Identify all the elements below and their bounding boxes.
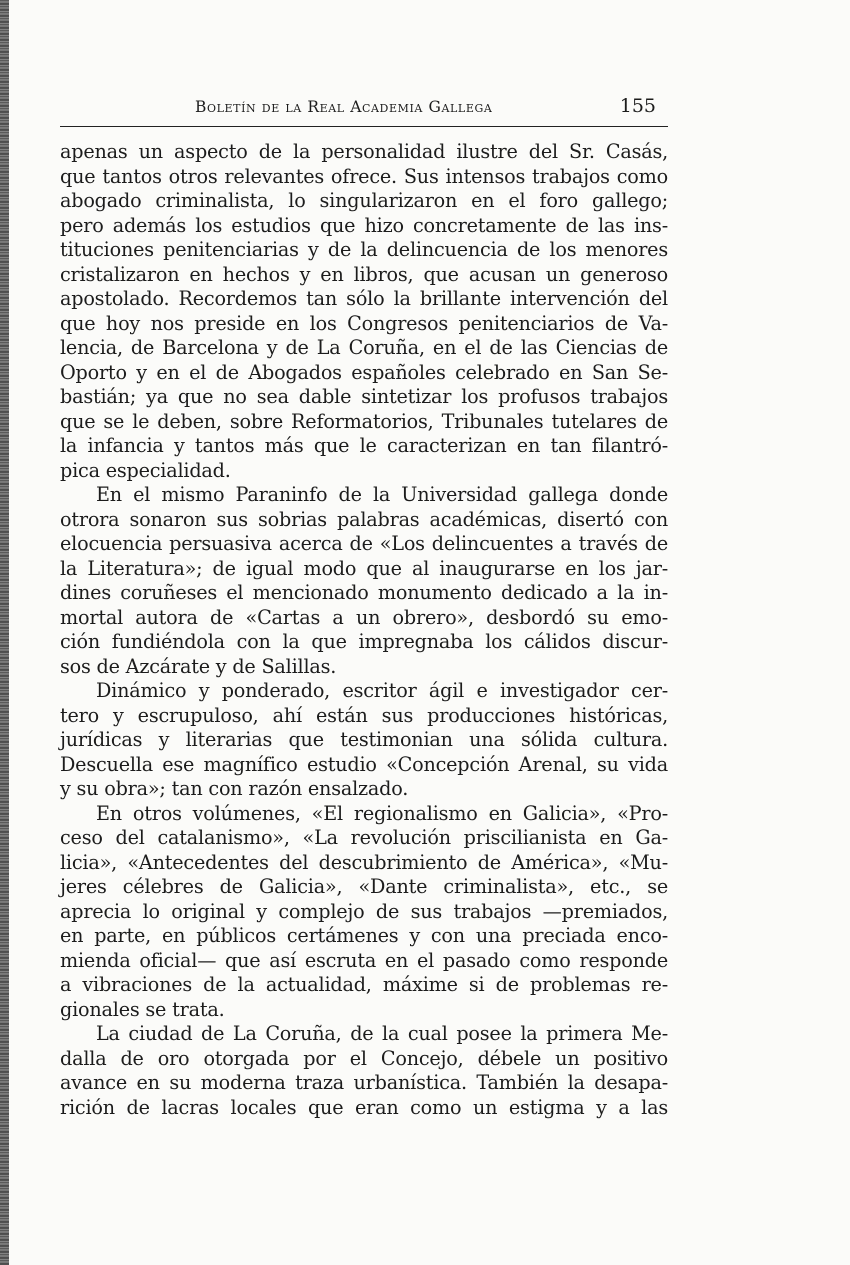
text-line: Dinámico y ponderado, escritor ágil e investigador cer-	[96, 679, 668, 702]
text-line: sos de Azcárate y de Salillas.	[60, 654, 337, 678]
text-line: que tantos otros relevantes ofrece. Sus intensos trabajos como	[60, 164, 668, 188]
text-line: tero y escrupuloso, ahí están sus producciones históricas,	[60, 703, 668, 727]
text-line: mortal autora de «Cartas a un obrero», desbordó su emo-	[60, 605, 668, 629]
text-line: jurídicas y literarias que testimonian una sólida cultura.	[60, 728, 668, 751]
text-line: rición de lacras locales que eran como un estigma y a las	[60, 1095, 668, 1119]
page-number: 155	[619, 95, 656, 117]
text-line: ceso del catalanismo», «La revolución priscilianista en Ga-	[60, 826, 668, 849]
text-line: la Literatura»; de igual modo que al inaugurarse en los jar-	[60, 556, 668, 580]
text-line: avance en su moderna traza urbanística. También la desapa-	[60, 1071, 668, 1094]
running-head	[60, 92, 668, 127]
text-line: elocuencia persuasiva acerca de «Los delincuentes a través de	[60, 532, 668, 555]
text-line: bastián; ya que no sea dable sintetizar los profusos trabajos	[60, 385, 668, 408]
text-line: Oporto y en el de Abogados españoles celebrado en San Se-	[60, 360, 668, 384]
text-line: a vibraciones de la actualidad, máxime si de problemas re-	[60, 973, 668, 996]
body-text	[60, 140, 668, 1120]
text-line: la infancia y tantos más que le caracterizan en tan filantró-	[60, 434, 668, 457]
text-line: que se le deben, sobre Reformatorios, Tribunales tutelares de	[60, 409, 668, 433]
text-line: pica especialidad.	[60, 458, 231, 482]
text-line: gionales se trata.	[60, 997, 225, 1021]
text-line: que hoy nos preside en los Congresos penitenciarios de Va-	[60, 311, 668, 335]
text-line: En otros volúmenes, «El regionalismo en Galicia», «Pro-	[96, 801, 668, 825]
text-line: En el mismo Paraninfo de la Universidad gallega donde	[96, 483, 668, 506]
text-line: aprecia lo original y complejo de sus trabajos —premiados,	[60, 899, 668, 923]
text-line: mienda oficial— que así escruta en el pasado como responde	[60, 948, 668, 972]
text-line: dines coruñeses el mencionado monumento dedicado a la in-	[60, 581, 668, 604]
page-binding-edge	[0, 0, 9, 1265]
text-line: y su obra»; tan con razón ensalzado.	[60, 777, 409, 800]
text-line: jeres célebres de Galicia», «Dante criminalista», etc., se	[60, 875, 668, 898]
text-line: abogado criminalista, lo singularizaron en el foro gallego;	[60, 189, 668, 212]
header-title: Boletín de la Real Academia Gallega	[195, 98, 493, 116]
text-line: Descuella ese magnífico estudio «Concepción Arenal, su vida	[60, 752, 668, 776]
text-line: La ciudad de La Coruña, de la cual posee la primera Me-	[96, 1022, 668, 1045]
text-line: ción fundiéndola con la que impregnaba los cálidos discur-	[60, 630, 668, 653]
text-line: dalla de oro otorgada por el Concejo, débele un positivo	[60, 1046, 668, 1070]
text-line: en parte, en públicos certámenes y con una preciada enco-	[60, 924, 668, 947]
text-line: apenas un aspecto de la personalidad ilustre del Sr. Casás,	[60, 140, 668, 163]
text-line: pero además los estudios que hizo concretamente de las ins-	[60, 213, 668, 237]
text-line: lencia, de Barcelona y de La Coruña, en el de las Ciencias de	[60, 336, 668, 359]
text-line: apostolado. Recordemos tan sólo la brillante intervención del	[60, 287, 668, 310]
text-line: tituciones penitenciarias y de la delincuencia de los menores	[60, 238, 668, 261]
text-line: cristalizaron en hechos y en libros, que acusan un generoso	[60, 262, 668, 286]
text-line: licia», «Antecedentes del descubrimiento de América», «Mu-	[60, 850, 668, 874]
text-line: otrora sonaron sus sobrias palabras académicas, disertó con	[60, 507, 668, 531]
